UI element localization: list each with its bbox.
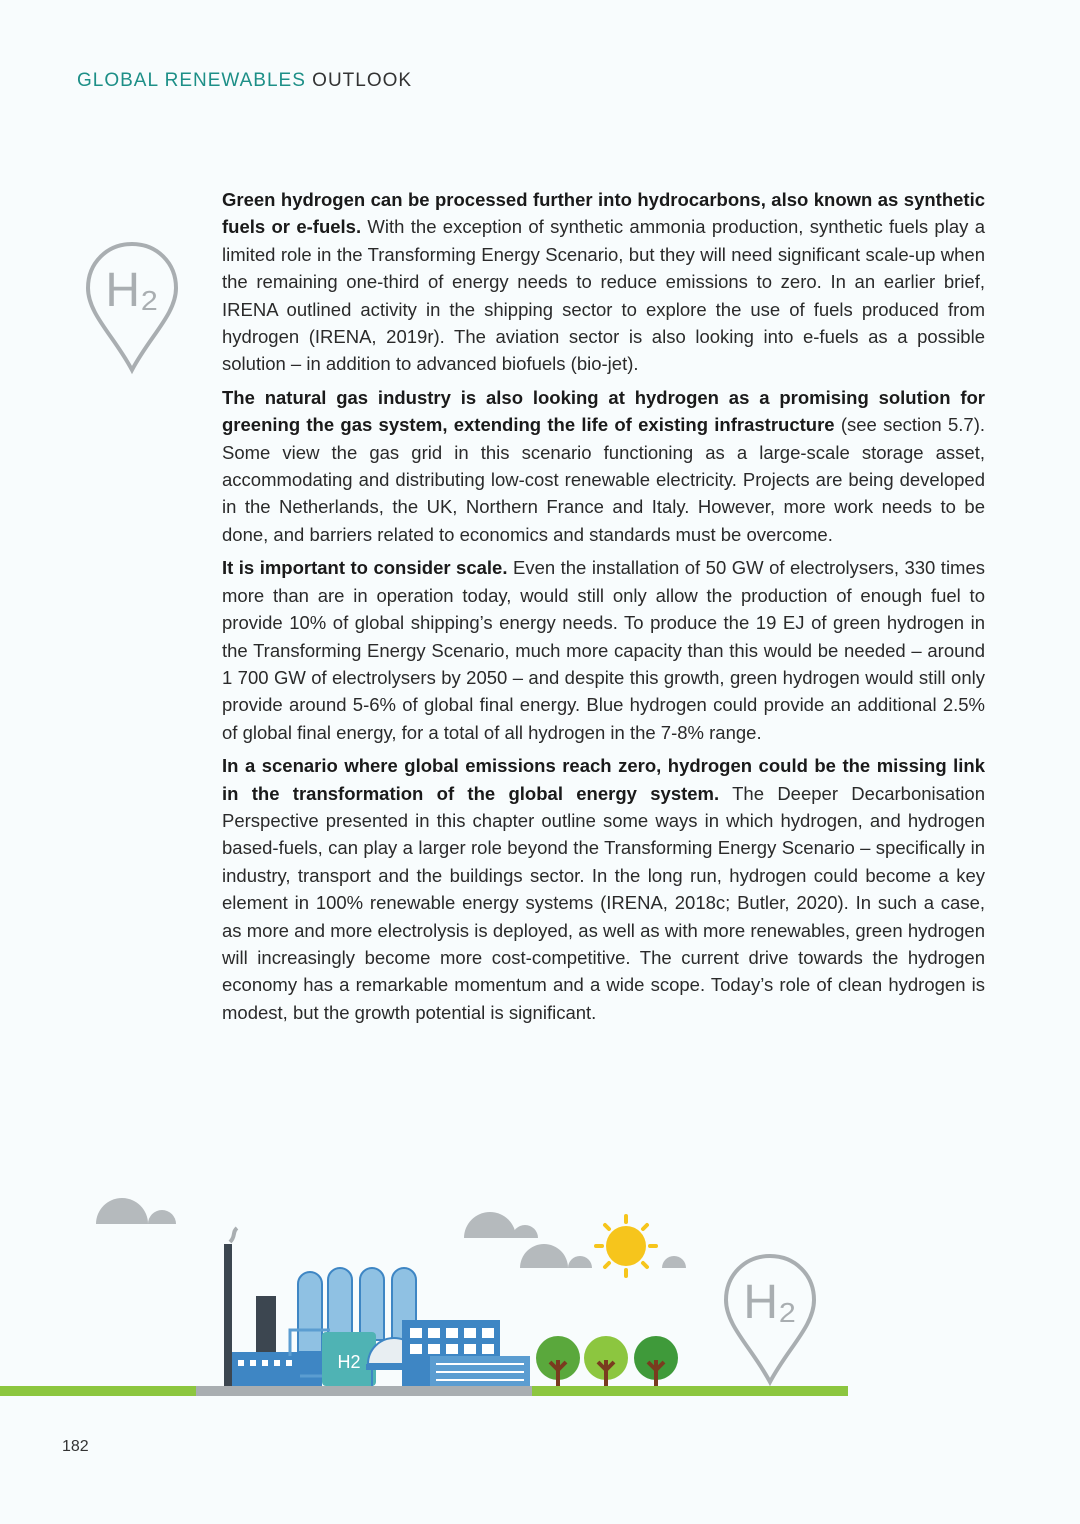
paragraph-lead: The natural gas industry is also looking at hydrogen as a promising solution for greening the gas system, extending the life of existing infrastructure (222, 386, 985, 436)
page-number: 182 (62, 1438, 89, 1455)
tree-icon (584, 1336, 628, 1386)
running-header (77, 70, 412, 92)
paragraph-body: (see section 5.7). Some view the gas grid in this scenario functioning as a large-scale storage asset, accommodating and distributing low-cost renewable electricity. Projects are being developed in the Netherlands, the UK, Northern France and Italy. However, more work needs to be done, and barriers related to economics and standards must be overcome. (222, 414, 986, 545)
header-accent: GLOBAL RENEWABLES (77, 70, 306, 91)
paragraph-natural-gas (222, 384, 985, 548)
cloud-icon (464, 1212, 538, 1238)
ground-line (532, 1386, 848, 1396)
paragraph-synthetic-fuels (222, 186, 985, 378)
cloud-icon (96, 1198, 176, 1224)
road (196, 1386, 532, 1396)
hydrogen-plant-illustration (0, 1180, 1080, 1410)
paragraph-body: The Deeper Decarbonisation Perspective presented in this chapter outline some ways in which hydrogen, and hydrogen based-fuels, can play a larger role beyond the Transforming Energy Scenario – specifically in industry, transport and the buildings sector. In the long run, hydrogen could become a key element in 100% renewable energy systems (IRENA, 2018c; Butler, 2020). In such a case, as more and more electrolysis is deployed, as well as with more renewables, green hydrogen will increasingly become more cost-competitive. The current drive towards the hydrogen economy has a remarkable momentum and a wide scope. Today’s role of clean hydrogen is modest, but the growth potential is significant. (222, 782, 985, 1023)
ground-line (0, 1386, 196, 1396)
sun-icon (596, 1216, 656, 1276)
header-plain: OUTLOOK (312, 70, 413, 91)
h2-pin-label: H₂ (105, 264, 159, 317)
tree-icon (536, 1336, 580, 1386)
h2-pin-icon (84, 240, 180, 376)
h2-tank-label: H2 (337, 1352, 361, 1372)
tree-icon (634, 1336, 678, 1386)
body-text (222, 186, 985, 1032)
paragraph-zero-emissions (222, 752, 985, 1026)
paragraph-scale (222, 554, 985, 746)
h2-pin-icon (726, 1256, 814, 1382)
paragraph-lead: Green hydrogen can be processed further into hydrocarbons, also known as synthetic fuels or e-fuels. (222, 189, 985, 238)
paragraph-body: With the exception of synthetic ammonia production, synthetic fuels play a limited role in the Transforming Energy Scenario, but they will need significant scale-up when the remaining one-third of energy needs to reduce emissions to zero. In an earlier brief, IRENA outlined activity in the shipping sector to explore the use of fuels produced from hydrogen (IRENA, 2019r). The aviation sector is also looking into e-fuels as a possible solution – in addition to advanced biofuels (bio-jet). (222, 216, 985, 375)
paragraph-lead: In a scenario where global emissions reach zero, hydrogen could be the missing link in the transformation of the global energy system. (222, 755, 985, 804)
paragraph-lead: It is important to consider scale. (222, 557, 508, 579)
tower-block (256, 1296, 276, 1356)
h2-pin-label: H₂ (743, 1276, 797, 1329)
paragraph-body: Even the installation of 50 GW of electrolysers, 330 times more than are in operation today, would still only allow the production of enough fuel to provide 10% of global shipping’s energy needs. To produce the 19 EJ of green hydrogen in the Transforming Energy Scenario, much more capacity than this would be needed – around 1 700 GW of electrolysers by 2050 – and despite this growth, green hydrogen would still only provide around 5-6% of global final energy. Blue hydrogen could provide an additional 2.5% of global final energy, for a total of all hydrogen in the 7-8% range. (222, 557, 986, 743)
factory-base (232, 1352, 322, 1386)
